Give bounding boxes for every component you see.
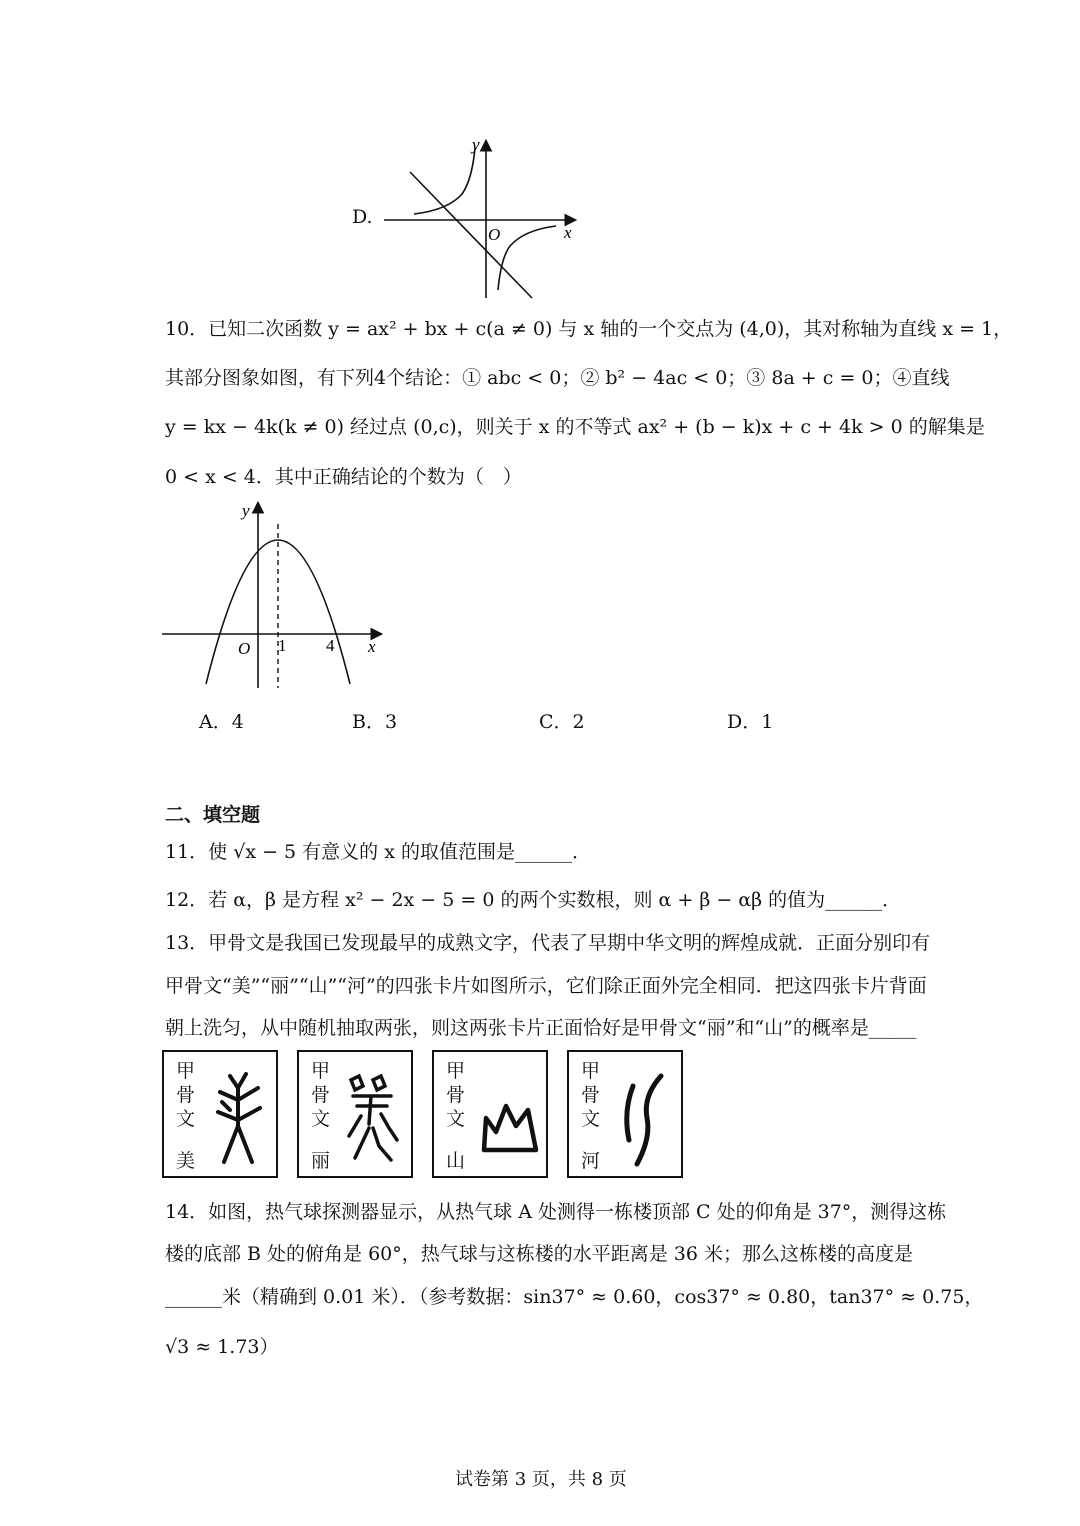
card-name: 山	[446, 1150, 466, 1172]
q10-line-3: y = kx − 4k(k ≠ 0) 经过点 (0,c)，则关于 x 的不等式 ax² + (b − k)x + c + 4k > 0 的解集是	[165, 416, 985, 438]
q10-option-d[interactable]: D．1	[727, 711, 774, 733]
origin-label: O	[488, 225, 501, 244]
q10-option-c[interactable]: C．2	[539, 711, 585, 733]
option-d-label: D.	[352, 206, 373, 228]
q10-option-b[interactable]: B．3	[352, 711, 398, 733]
q13-line-1: 13．甲骨文是我国已发现最早的成熟文字，代表了早期中华文明的辉煌成就．正面分别印有	[165, 932, 931, 954]
hyperbola-branch-upper	[414, 148, 475, 214]
tick-label-1: 1	[278, 636, 287, 655]
q11-text: 11．使 √x − 5 有意义的 x 的取值范围是______．	[165, 841, 591, 863]
card-char-2: 骨	[176, 1084, 196, 1106]
q10-option-a[interactable]: A．4	[199, 711, 244, 733]
option-d-graph	[378, 134, 598, 304]
hyperbola-branch-lower	[498, 226, 556, 290]
origin-label: O	[238, 639, 251, 658]
oracle-card-shan	[432, 1050, 548, 1178]
oracle-glyph-mei-icon	[208, 1066, 268, 1170]
card-name: 丽	[311, 1150, 331, 1172]
oracle-glyph-li-icon	[343, 1066, 403, 1170]
card-char-2: 骨	[581, 1084, 601, 1106]
axis-x-label: x	[564, 223, 572, 242]
card-char-1: 甲	[446, 1060, 466, 1082]
card-name: 河	[581, 1150, 601, 1172]
linear-function-line	[410, 172, 532, 298]
page-footer: 试卷第 3 页，共 8 页	[455, 1469, 627, 1490]
q14-line-3: ______米（精确到 0.01 米）．（参考数据：sin37° ≈ 0.60，cos37° ≈ 0.80，tan37° ≈ 0.75，	[165, 1286, 984, 1308]
card-char-2: 骨	[311, 1084, 331, 1106]
oracle-card-mei	[162, 1050, 278, 1178]
card-char-3: 文	[581, 1108, 601, 1130]
card-char-1: 甲	[311, 1060, 331, 1082]
card-char-3: 文	[176, 1108, 196, 1130]
card-char-1: 甲	[581, 1060, 601, 1082]
card-char-2: 骨	[446, 1084, 466, 1106]
q13-line-3: 朝上洗匀，从中随机抽取两张，则这两张卡片正面恰好是甲骨文“丽”和“山”的概率是_____	[165, 1017, 917, 1039]
q10-line-2: 其部分图象如图，有下列4个结论：① abc < 0；② b² − 4ac < 0；③ 8a + c = 0；④直线	[165, 367, 950, 389]
q14-line-2: 楼的底部 B 处的俯角是 60°，热气球与这栋楼的水平距离是 36 米；那么这栋楼的高度是	[165, 1243, 914, 1265]
q14-line-4: √3 ≈ 1.73）	[165, 1336, 279, 1358]
q12-text: 12．若 α，β 是方程 x² − 2x − 5 = 0 的两个实数根，则 α + β − αβ 的值为______．	[165, 889, 902, 911]
q10-parabola-graph	[158, 496, 398, 696]
q10-line-1: 10．已知二次函数 y = ax² + bx + c(a ≠ 0) 与 x 轴的一个交点为 (4,0)，其对称轴为直线 x = 1，	[165, 318, 1013, 340]
oracle-card-li	[297, 1050, 413, 1178]
card-char-3: 文	[311, 1108, 331, 1130]
q10-line-4: 0 < x < 4．其中正确结论的个数为（ ）	[165, 466, 522, 488]
axis-y-label: y	[242, 501, 250, 520]
q14-line-1: 14．如图，热气球探测器显示，从热气球 A 处测得一栋楼顶部 C 处的仰角是 37°，测得这栋	[165, 1201, 947, 1223]
oracle-glyph-he-icon	[613, 1066, 677, 1170]
q13-line-2: 甲骨文“美”“丽”“山”“河”的四张卡片如图所示，它们除正面外完全相同．把这四张卡片背面	[165, 975, 927, 997]
section-title-fill-in: 二、填空题	[165, 804, 261, 826]
axis-x-label: x	[368, 637, 376, 656]
oracle-card-he	[567, 1050, 683, 1178]
card-char-1: 甲	[176, 1060, 196, 1082]
oracle-glyph-shan-icon	[478, 1066, 542, 1170]
axis-y-label: y	[472, 135, 480, 154]
card-name: 美	[176, 1150, 196, 1172]
tick-label-4: 4	[326, 636, 335, 655]
card-char-3: 文	[446, 1108, 466, 1130]
